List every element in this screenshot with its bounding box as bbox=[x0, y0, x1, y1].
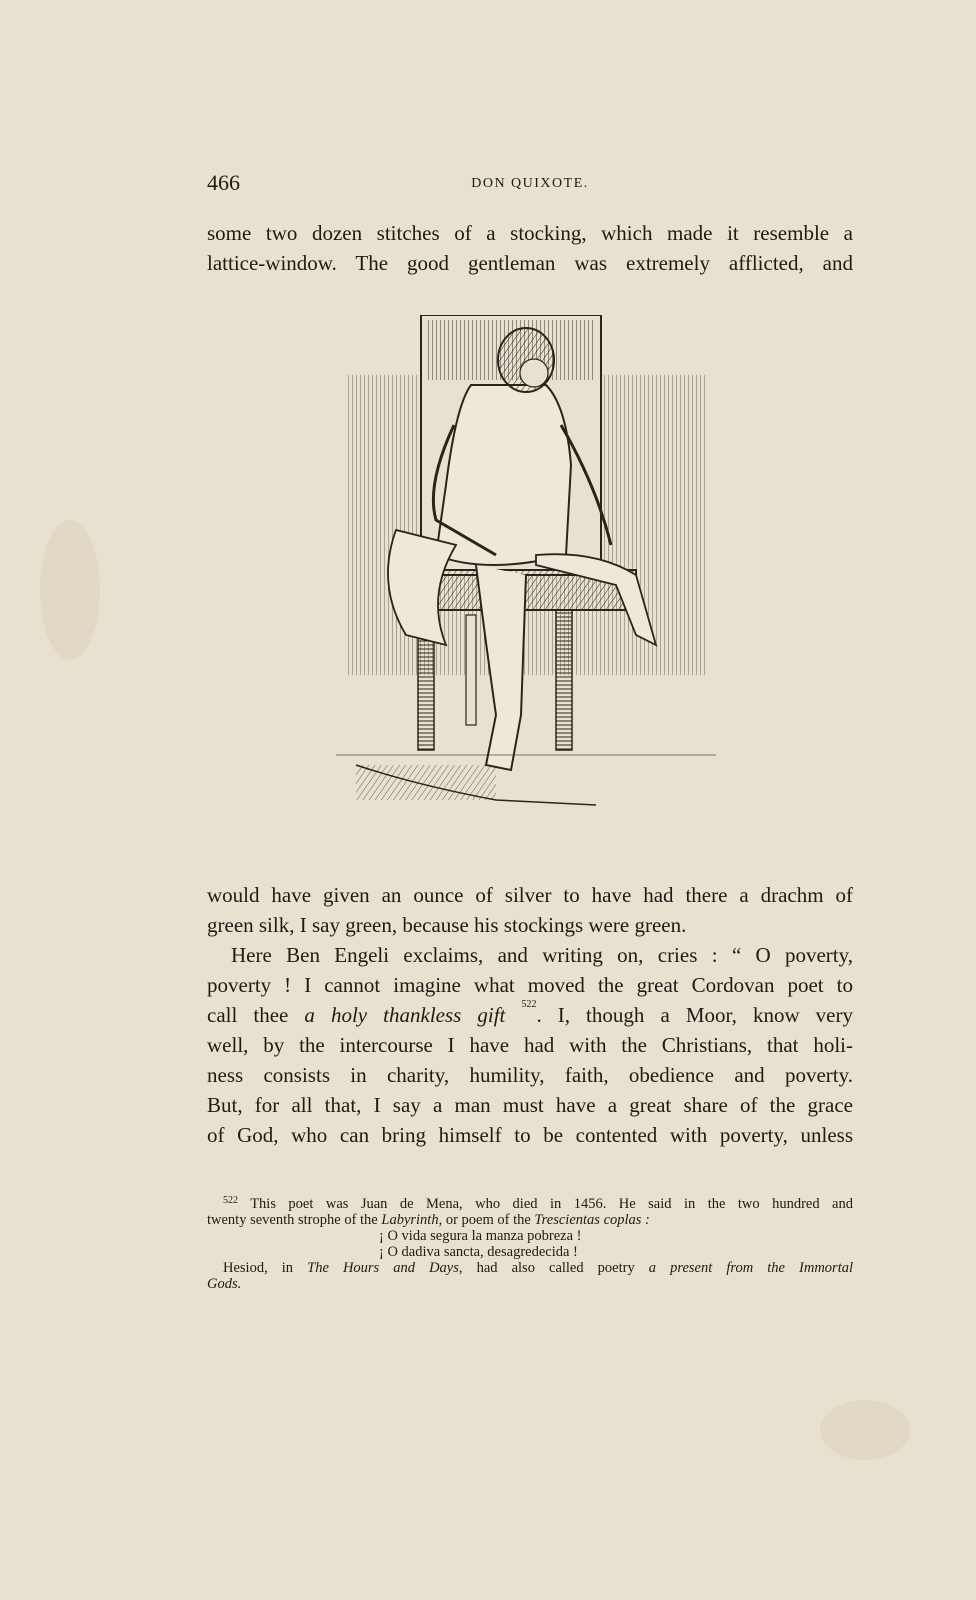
paragraph-bottom bbox=[207, 880, 853, 1150]
text-line: Here Ben Engeli exclaims, and writing on, cries : “ O poverty, bbox=[231, 943, 853, 967]
text-fragment: , or poem of the bbox=[438, 1212, 535, 1228]
italic-phrase: a present from the Immortal bbox=[648, 1260, 853, 1276]
footnote-line bbox=[207, 1212, 853, 1228]
engraving-illustration bbox=[336, 315, 726, 835]
paper-stain bbox=[40, 520, 100, 660]
running-title: DON QUIXOTE. bbox=[471, 176, 589, 191]
italic-title: Trescientas coplas : bbox=[534, 1212, 650, 1228]
footnote-reference: 522 bbox=[521, 999, 537, 1010]
text-fragment: call thee bbox=[207, 1003, 305, 1027]
text-line bbox=[207, 1000, 853, 1030]
italic-title: The Hours and Days bbox=[307, 1260, 459, 1276]
text-line: ness consists in charity, humility, faith, obedience and poverty. bbox=[207, 1063, 853, 1087]
paper-stain bbox=[820, 1400, 910, 1460]
footnote-verse: ¡ O dadiva sancta, desagredecida ! bbox=[379, 1244, 578, 1260]
page-number: 466 bbox=[207, 170, 240, 195]
footnotes bbox=[207, 1196, 853, 1292]
text-line: well, by the intercourse I have had with the Christians, that holi- bbox=[207, 1033, 853, 1057]
text-line: lattice-window. The good gentleman was extremely afflicted, and bbox=[207, 251, 853, 275]
text-line: green silk, I say green, because his stockings were green. bbox=[207, 913, 687, 937]
paragraph-top bbox=[207, 218, 853, 278]
footnote-number: 522 bbox=[223, 1195, 238, 1206]
italic-title: Labyrinth bbox=[381, 1212, 439, 1228]
text-line: poverty ! I cannot imagine what moved the great Cordovan poet to bbox=[207, 973, 853, 997]
text-line: But, for all that, I say a man must have a great share of the grace bbox=[207, 1093, 853, 1117]
italic-phrase: Gods. bbox=[207, 1276, 242, 1292]
text-fragment: This poet was Juan de Mena, who died in 1456. He said in the two hundred and bbox=[238, 1196, 853, 1212]
italic-phrase: a holy thankless gift bbox=[304, 1003, 506, 1027]
text-line: would have given an ounce of silver to have had there a drachm of bbox=[207, 883, 853, 907]
page-header bbox=[207, 170, 853, 200]
footnote-line bbox=[207, 1196, 853, 1212]
text-fragment: . I, though a Moor, know very bbox=[536, 1003, 853, 1027]
text-fragment: Hesiod, in bbox=[223, 1260, 308, 1276]
footnote-verse: ¡ O vida segura la manza pobreza ! bbox=[379, 1228, 582, 1244]
footnote-line bbox=[207, 1276, 853, 1292]
footnote-line bbox=[207, 1260, 853, 1276]
don-quixote-engraving-icon bbox=[336, 315, 726, 835]
text-fragment: twenty seventh strophe of the bbox=[207, 1212, 382, 1228]
text-line: of God, who can bring himself to be contented with poverty, unless bbox=[207, 1123, 853, 1147]
text-line: some two dozen stitches of a stocking, which made it resemble a bbox=[207, 221, 853, 245]
text-fragment: , had also called poetry bbox=[458, 1260, 649, 1276]
